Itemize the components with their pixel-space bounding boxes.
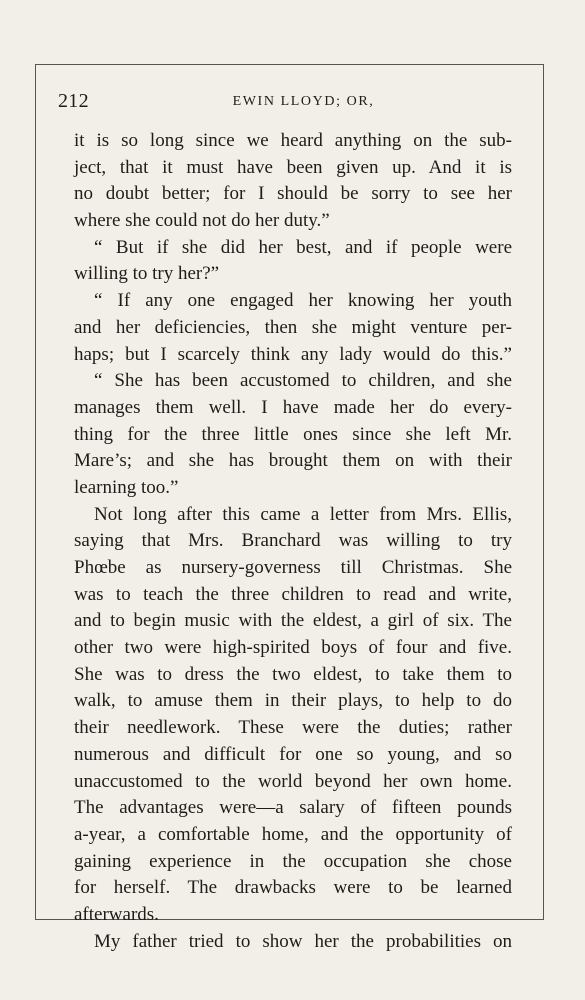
text-line: “ She has been accustomed to children, and she	[94, 370, 512, 392]
text-line: Not long after this came a letter from Mrs. Ellis,	[94, 503, 512, 525]
text-line: where she could not do her duty.”	[74, 210, 330, 232]
text-line: thing for the three little ones since she left Mr.	[74, 423, 512, 445]
text-line: other two were high-spirited boys of four and five.	[74, 637, 512, 659]
text-line: no doubt better; for I should be sorry to see her	[74, 183, 512, 205]
text-line: My father tried to show her the probabilities on	[94, 930, 512, 952]
text-line: The advantages were—a salary of fifteen pounds	[74, 797, 512, 819]
text-line: manages them well. I have made her do every-	[74, 396, 512, 418]
page-header	[58, 90, 513, 120]
text-line: numerous and difficult for one so young, and so	[74, 743, 512, 765]
text-line: for herself. The drawbacks were to be learned	[74, 877, 512, 899]
text-line: and her deficiencies, then she might venture per-	[74, 316, 512, 338]
running-head: EWIN LLOYD; OR,	[232, 94, 375, 109]
text-line: gaining experience in the occupation she chose	[74, 850, 512, 872]
text-line: it is so long since we heard anything on the sub-	[74, 130, 512, 151]
text-line: unaccustomed to the world beyond her own home.	[74, 770, 512, 792]
text-line: was to teach the three children to read and write,	[74, 583, 512, 605]
text-line: She was to dress the two eldest, to take them to	[74, 663, 512, 685]
text-line: ject, that it must have been given up. And it is	[74, 156, 512, 178]
text-line: Phœbe as nursery-governess till Christmas. She	[74, 557, 512, 578]
page-number: 212	[58, 90, 89, 112]
text-line: afterwards.	[74, 903, 159, 925]
text-line: “ If any one engaged her knowing her youth	[94, 290, 512, 312]
text-line: a-year, a comfortable home, and the opportunity of	[74, 823, 512, 845]
text-line: their needlework. These were the duties; rather	[74, 717, 512, 739]
text-line: learning too.”	[74, 476, 179, 498]
text-line: walk, to amuse them in their plays, to help to do	[74, 690, 512, 712]
text-line: “ But if she did her best, and if people were	[94, 236, 512, 258]
text-line: saying that Mrs. Branchard was willing to try	[74, 530, 512, 552]
body-text	[74, 128, 512, 955]
text-line: and to begin music with the eldest, a girl of six. The	[74, 610, 512, 632]
text-line: Mare’s; and she has brought them on with their	[74, 450, 512, 472]
text-line: willing to try her?”	[74, 263, 220, 285]
text-line: haps; but I scarcely think any lady would do this.”	[74, 343, 512, 365]
